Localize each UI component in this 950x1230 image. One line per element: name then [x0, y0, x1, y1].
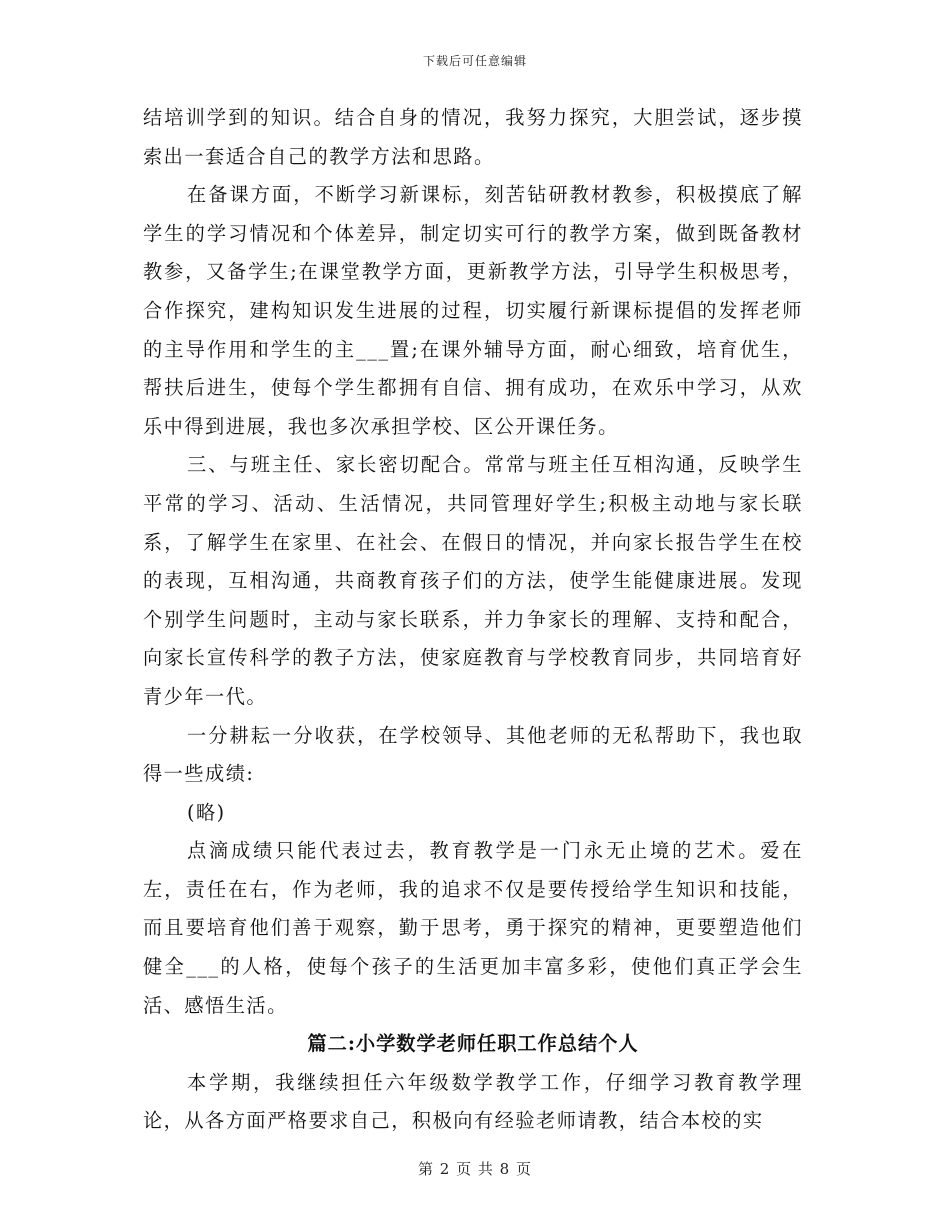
- paragraph-cooperation: 三、与班主任、家长密切配合。常常与班主任互相沟通，反映学生平常的学习、活动、生活情况，共同管理好学生;积极主动地与家长联系，了解学生在家里、在社会、在假日的情况，并向家长报告学生在校的表现，互相沟通，共商教育孩子们的方法，使学生能健康进展。发现个别学生问题时，主动与家长联系，并力争家长的理解、支持和配合，向家长宣传科学的教子方法，使家庭教育与学校教育同步，共同培育好青少年一代。: [143, 453, 803, 708]
- paragraph-section-intro: 本学期，我继续担任六年级数学教学工作，仔细学习教育教学理论，从各方面严格要求自己，积极向有经验老师请教，结合本校的实: [143, 1070, 803, 1133]
- paragraph-achievements: 一分耕耘一分收获，在学校领导、其他老师的无私帮助下，我也取得一些成绩:: [143, 723, 803, 786]
- section-title: 篇二:小学数学老师任职工作总结个人: [307, 1032, 639, 1056]
- paragraph-lesson-prep: 在备课方面，不断学习新课标，刻苦钻研教材教参，积极摸底了解学生的学习情况和个体差异，制定切实可行的教学方案，做到既备教材教参，又备学生;在课堂教学方面，更新教学方法，引导学生积极思考，合作探究，建构知识发生进展的过程，切实履行新课标提倡的发挥老师的主导作用和学生的主___置;在课外辅导方面，耐心细致，培育优生，帮扶后进生，使每个学生都拥有自信、拥有成功，在欢乐中学习，从欢乐中得到进展，我也多次承担学校、区公开课任务。: [143, 183, 803, 438]
- document-body: [143, 99, 803, 1141]
- page-number: 第 2 页 共 8 页: [418, 1160, 532, 1178]
- paragraph-continuation: 结培训学到的知识。结合自身的情况，我努力探究，大胆尝试，逐步摸索出一套适合自己的教学方法和思路。: [143, 106, 803, 168]
- page-header: 下载后可任意编辑: [422, 54, 527, 68]
- paragraph-conclusion: 点滴成绩只能代表过去，教育教学是一门永无止境的艺术。爱在左，责任在右，作为老师，我的追求不仅是要传授给学生知识和技能，而且要培育他们善于观察，勤于思考，勇于探究的精神，更要塑造他们健全___的人格，使每个孩子的生活更加丰富多彩，使他们真正学会生活、感悟生活。: [143, 839, 803, 1017]
- paragraph-omitted: (略): [187, 800, 226, 824]
